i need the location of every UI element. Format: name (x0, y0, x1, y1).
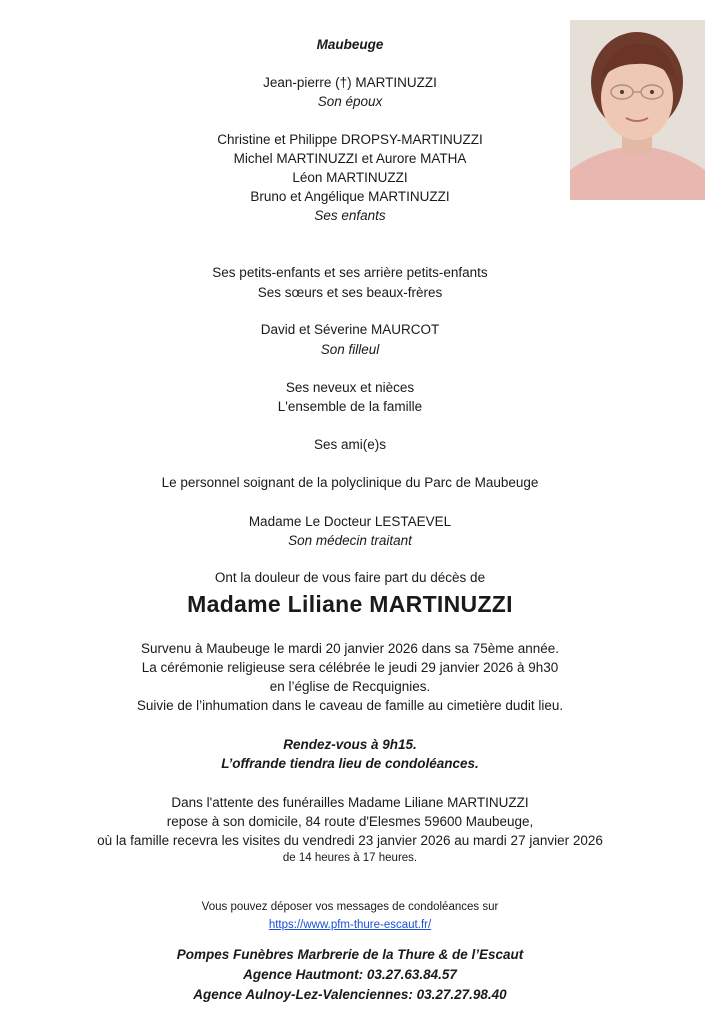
rest-line: repose à son domicile, 84 route d'Elesmes 59600 Maubeuge, (166, 814, 534, 829)
rest-line: Dans l'attente des funérailles Madame Liliane MARTINUZZI (171, 795, 529, 810)
godson-name: David et Séverine MAURCOT (260, 322, 440, 337)
detail-line: La cérémonie religieuse sera célébrée le jeudi 29 janvier 2026 à 9h30 (141, 660, 559, 675)
child-line: Michel MARTINUZZI et Aurore MATHA (233, 151, 467, 166)
siblings-line: Ses sœurs et ses beaux-frères (257, 285, 443, 300)
footer-agency-aulnoy: Agence Aulnoy-Lez-Valenciennes: 03.27.27.98.40 (193, 987, 507, 1002)
messages-link-wrap (60, 916, 640, 933)
announce-line: Ont la douleur de vous faire part du décès de (214, 570, 486, 585)
detail-line: Survenu à Maubeuge le mardi 20 janvier 2026 dans sa 75ème année. (140, 641, 560, 656)
godson-role: Son filleul (320, 342, 380, 357)
hours-line: de 14 heures à 17 heures. (282, 852, 418, 864)
child-line: Christine et Philippe DROPSY-MARTINUZZI (217, 132, 483, 147)
rest-line: où la famille recevra les visites du vendredi 23 janvier 2026 au mardi 27 janvier 2026 (97, 833, 603, 848)
grandchildren-line: Ses petits-enfants et ses arrière petits-enfants (212, 265, 488, 280)
header-city: Maubeuge (316, 37, 384, 52)
spouse-name: Jean-pierre (†) MARTINUZZI (263, 75, 437, 90)
staff-line: Le personnel soignant de la polyclinique du Parc de Maubeuge (161, 475, 539, 490)
child-line: Léon MARTINUZZI (292, 170, 408, 185)
notice-body (60, 0, 640, 1024)
condolences-link[interactable]: https://www.pfm-thure-escaut.fr/ (268, 919, 432, 931)
rdv-line: Rendez-vous à 9h15. (283, 737, 417, 752)
doctor-name: Madame Le Docteur LESTAEVEL (248, 514, 452, 529)
messages-text: Vous pouvez déposer vos messages de condoléances sur (201, 901, 499, 913)
doctor-role: Son médecin traitant (288, 533, 412, 548)
offering-line: L’offrande tiendra lieu de condoléances. (221, 756, 479, 771)
friends-line: Ses ami(e)s (313, 437, 386, 452)
spouse-role: Son époux (317, 94, 383, 109)
detail-line: Suivie de l’inhumation dans le caveau de famille au cimetière dudit lieu. (136, 698, 564, 713)
nephews-line: Ses neveux et nièces (285, 380, 415, 395)
family-line: L'ensemble de la famille (277, 399, 423, 414)
child-line: Bruno et Angélique MARTINUZZI (250, 189, 450, 204)
deceased-name: Madame Liliane MARTINUZZI (187, 591, 513, 617)
children-role: Ses enfants (314, 208, 386, 223)
footer-company: Pompes Funèbres Marbrerie de la Thure & de l’Escaut (176, 947, 524, 962)
detail-line: en l’église de Recquignies. (269, 679, 431, 694)
footer-agency-hautmont: Agence Hautmont: 03.27.63.84.57 (243, 967, 457, 982)
